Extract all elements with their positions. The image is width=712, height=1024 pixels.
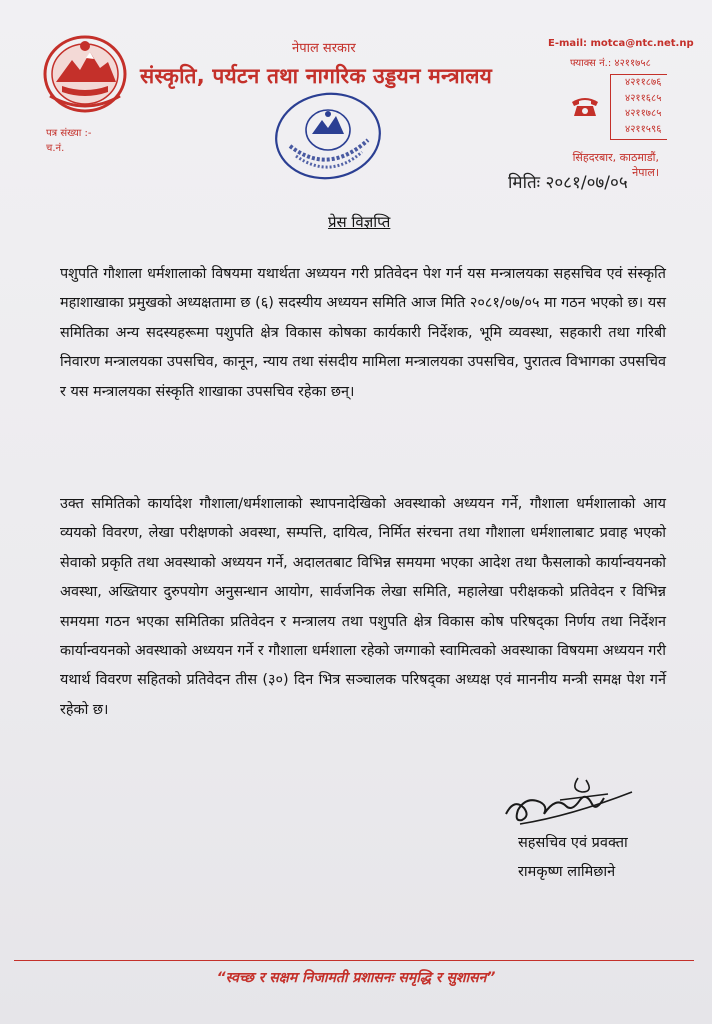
dispatch-number-label: च.नं. — [46, 143, 65, 154]
press-release-title: प्रेस विज्ञप्ति — [328, 213, 391, 231]
phone-number: ४२११६८५ — [625, 92, 662, 104]
signatory-title: सहसचिव एवं प्रवक्ता — [518, 835, 628, 851]
footer-divider — [14, 960, 694, 961]
ministry-stamp — [272, 90, 384, 182]
reference-block — [46, 126, 92, 156]
letter-date: मितिः २०८१/०७/०५ — [508, 173, 628, 193]
telephone-icon — [570, 94, 600, 118]
signatory-name: रामकृष्ण लामिछाने — [518, 864, 616, 880]
handwritten-signature — [500, 770, 640, 828]
paragraph-1: पशुपति गौशाला धर्मशालाको विषयमा यथार्थता अध्ययन गरी प्रतिवेदन पेश गर्न यस मन्त्रालयका सहसचिव एवं संस्कृति महाशाखाका प्रमुखको अध्यक्षतामा छ (६) सदस्यीय अध्ययन समिति आज मिति २०८१/०७/०५ मा गठन भएको छ। यस समितिका अन्य सदस्यहरूमा पशुपति क्षेत्र विकास कोषका कार्यकारी निर्देशक, भूमि व्यवस्था, सहकारी तथा गरिबी निवारण मन्त्रालयका उपसचिव, कानून, न्याय तथा संसदीय मामिला मन्त्रालयका उपसचिव, पुरातत्व विभागका उपसचिव र यस मन्त्रालयका संस्कृति शाखाका उपसचिव रहेका छन्। — [60, 266, 666, 400]
letter-number-label: पत्र संख्या :- — [46, 128, 92, 139]
government-name: नेपाल सरकार — [292, 41, 356, 56]
phone-number: ४२११५९६ — [625, 123, 662, 135]
paragraph-2: उक्त समितिको कार्यादेश गौशाला/धर्मशालाको स्थापनादेखिको अवस्थाको अध्ययन गर्ने, गौशाला धर्मशालाको आय व्ययको विवरण, लेखा परीक्षणको अवस्था, सम्पत्ति, दायित्व, निर्मित संरचना तथा गौशाला धर्मशालाबाट प्रवाह भएको सेवाको प्रकृति तथा अवस्थाको अध्ययन गर्ने, अदालतबाट विभिन्न समयमा भएका आदेश तथा फैसलाको कार्यान्वयनको अवस्था, अख्तियार दुरुपयोग अनुसन्धान आयोग, सार्वजनिक लेखा समिति, महालेखा परीक्षकको प्रतिवेदन र विभिन्न समयमा गठन भएका समितिका प्रतिवेदन र मन्त्रालय तथा पशुपति क्षेत्र विकास कोष परिषद्का निर्णय तथा निर्देशन कार्यान्वयनको अवस्थाको अध्ययन गर्ने र गौशाला धर्मशाला रहेको जग्गाको स्वामित्वको अवस्थाका विषयमा अध्ययन गरी यथार्थ विवरण सहितको प्रतिवेदन तीस (३०) दिन भित्र सञ्चालक परिषद्का अध्यक्ष एवं माननीय मन्त्री समक्ष पेश गर्ने रहेको छ। — [60, 496, 666, 718]
nepal-emblem-logo — [42, 34, 128, 114]
email-address[interactable]: E-mail: motca@ntc.net.np — [548, 38, 694, 49]
ministry-name: संस्कृति, पर्यटन तथा नागरिक उड्डयन मन्त्रालय — [140, 64, 493, 88]
phone-numbers — [610, 74, 667, 140]
address-line: सिंहदरबार, काठमाडौं, — [572, 151, 659, 164]
phone-number: ४२११८७६ — [625, 77, 662, 88]
footer-slogan: “स्वच्छ र सक्षम निजामती प्रशासनः समृद्धि र सुशासन” — [216, 970, 496, 986]
address-line: नेपाल। — [632, 166, 659, 179]
fax-number: फ्याक्स नं.: ४२११७५८ — [570, 58, 651, 69]
phone-number: ४२११७८५ — [625, 108, 662, 119]
